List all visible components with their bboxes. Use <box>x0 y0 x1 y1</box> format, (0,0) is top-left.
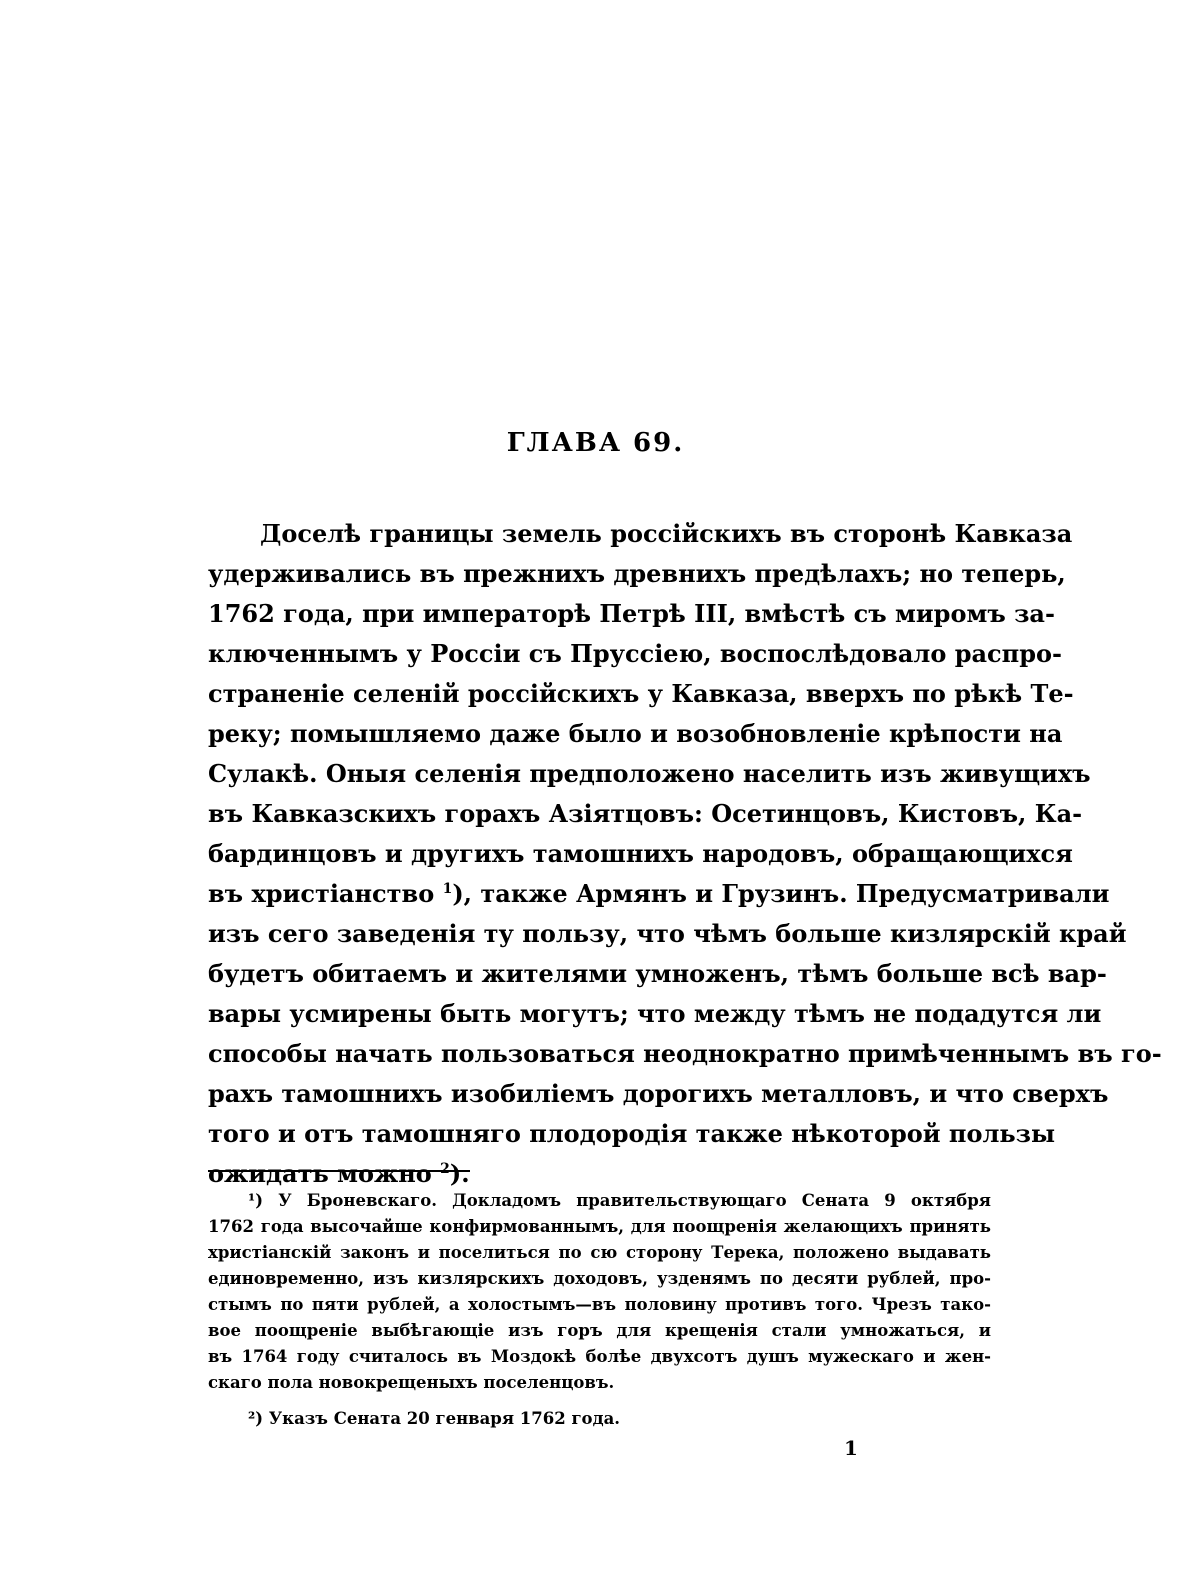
text-line: Доселѣ границы земель россійскихъ въ сторонѣ Кавказа <box>260 519 1073 548</box>
footnote-1-line: въ 1764 году считалось въ Моздокѣ болѣе двухсотъ душъ мужескаго и жен- <box>208 1347 991 1366</box>
text-line: удерживались въ прежнихъ древнихъ предѣлахъ; но теперь, <box>208 559 1066 588</box>
footnote-1-line: христіанскій законъ и поселиться по сю сторону Терека, положено выдавать <box>208 1243 991 1262</box>
footnote-2: ²) Указъ Сената 20 генваря 1762 года. <box>248 1409 620 1428</box>
main-text <box>208 514 1162 1194</box>
footnote-1-line: единовременно, изъ кизлярскихъ доходовъ, узденямъ по десяти рублей, про- <box>208 1269 991 1288</box>
footnote-1-line: 1762 года высочайше конфирмованнымъ, для поощренія желающихъ принять <box>208 1217 991 1236</box>
text-line: способы начать пользоваться неоднократно примѣченнымъ въ го- <box>208 1039 1162 1068</box>
footnote-1-line: стымъ по пяти рублей, а холостымъ—въ половину противъ того. Чрезъ тако- <box>208 1295 991 1314</box>
footnote-ref-2: 2 <box>440 1161 450 1177</box>
text-line: вары усмирены быть могутъ; что между тѣмъ не подадутся ли <box>208 999 1102 1028</box>
footnote-divider <box>208 1170 470 1172</box>
footnotes <box>208 1188 991 1432</box>
footnote-1-line: ¹) У Броневскаго. Докладомъ правительствующаго Сената 9 октября <box>248 1191 991 1210</box>
footnote-1-line: скаго пола новокрещеныхъ поселенцовъ. <box>208 1373 615 1392</box>
page-number: 1 <box>844 1436 858 1460</box>
text-fragment: въ христіанство <box>208 879 435 908</box>
text-line-with-footnote <box>208 874 1110 914</box>
text-line: того и отъ тамошняго плодородія также нѣкоторой пользы <box>208 1119 1056 1148</box>
text-fragment: ). <box>449 1159 470 1188</box>
footnote-ref-1: 1 <box>442 881 453 897</box>
text-line: Сулакѣ. Оныя селенія предположено населить изъ живущихъ <box>208 759 1091 788</box>
footnote-gap <box>208 1396 991 1406</box>
footnote-1-line: вое поощреніе выбѣгающіе изъ горъ для крещенія стали умножаться, и <box>208 1321 991 1340</box>
text-line: страненіе селеній россійскихъ у Кавказа, вверхъ по рѣкѣ Те- <box>208 679 1074 708</box>
text-fragment: ожидать можно <box>208 1159 432 1188</box>
text-line: будетъ обитаемъ и жителями умноженъ, тѣмъ больше всѣ вар- <box>208 959 1107 988</box>
text-fragment: ), также Армянъ и Грузинъ. Предусматривали <box>452 879 1110 908</box>
text-line: бардинцовъ и другихъ тамошнихъ народовъ, обращающихся <box>208 839 1073 868</box>
text-line: въ Кавказскихъ горахъ Азіятцовъ: Осетинцовъ, Кистовъ, Ка- <box>208 799 1083 828</box>
text-line: 1762 года, при императорѣ Петрѣ III, вмѣстѣ съ миромъ за- <box>208 599 1055 628</box>
text-line: реку; помышляемо даже было и возобновленіе крѣпости на <box>208 719 1063 748</box>
text-line: изъ сего заведенія ту пользу, что чѣмъ больше кизлярскій край <box>208 919 1127 948</box>
text-line: ключеннымъ у Россіи съ Пруссіею, воспослѣдовало распро- <box>208 639 1062 668</box>
chapter-title: ГЛАВА 69. <box>506 428 685 458</box>
text-line: рахъ тамошнихъ изобиліемъ дорогихъ металловъ, и что сверхъ <box>208 1079 1109 1108</box>
